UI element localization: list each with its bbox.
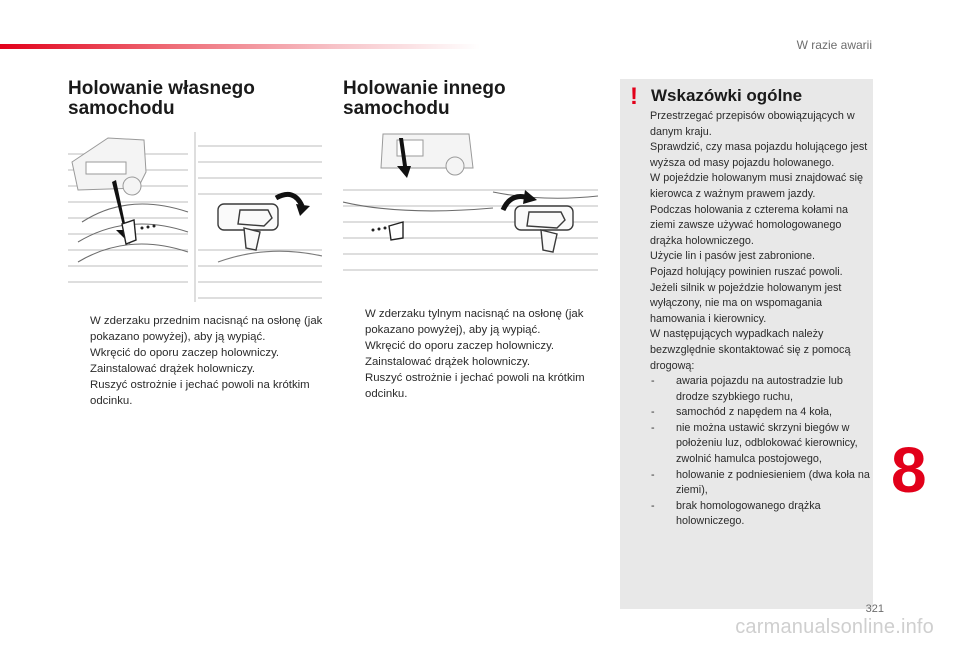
chapter-number: 8 bbox=[891, 434, 927, 506]
heading-line: Holowanie innego bbox=[343, 78, 506, 99]
warning-exclamation-icon: ! bbox=[630, 83, 638, 110]
step-text: W zderzaku przednim nacisnąć na osłonę (jak pokazano powyżej), aby ją wypiąć. bbox=[90, 315, 323, 343]
advice-dash-item: - holowanie z podniesieniem (dwa koła na ziemi), bbox=[651, 468, 870, 497]
steps-own-vehicle bbox=[68, 313, 328, 409]
list-item bbox=[68, 361, 328, 377]
advice-dash-item: - samochód z napędem na 4 koła, bbox=[651, 406, 833, 419]
panel-title: Wskazówki ogólne bbox=[651, 86, 803, 105]
step-text: Zainstalować drążek holowniczy. bbox=[365, 356, 531, 368]
advice-dash-item: - awaria pojazdu na autostradzie lub drodze szybkiego ruchu, bbox=[651, 375, 843, 403]
heading-line: Holowanie własnego bbox=[68, 78, 255, 99]
advice-line: Użycie lin i pasów jest zabronione. bbox=[650, 250, 816, 263]
steps-other-vehicle bbox=[343, 306, 593, 402]
step-text: Wkręcić do oporu zaczep holowniczy. bbox=[365, 340, 555, 352]
heading-line: samochodu bbox=[343, 98, 450, 119]
dash-text: awaria pojazdu na autostradzie lub drodze szybkiego ruchu, bbox=[676, 375, 843, 403]
dash-text: holowanie z podniesieniem (dwa koła na ziemi), bbox=[676, 468, 870, 497]
section-title: W razie awarii bbox=[796, 38, 872, 52]
rear-towing-illustration bbox=[343, 132, 598, 282]
step-text: Zainstalować drążek holowniczy. bbox=[90, 363, 256, 375]
advice-dash-item: - nie można ustawić skrzyni biegów w położeniu luz, odblokować kierownicy, zwolnić hamulca postojowego, bbox=[651, 421, 858, 466]
advice-dash-item: - brak homologowanego drążka holowniczego. bbox=[651, 499, 821, 528]
advice-line: Podczas holowania z czterema kołami na ziemi zawsze używać homologowanego drążka holowniczego. bbox=[650, 203, 849, 247]
step-text: Ruszyć ostrożnie i jechać powoli na krótkim odcinku. bbox=[90, 379, 310, 407]
advice-line: Pojazd holujący powinien ruszać powoli. bbox=[650, 265, 843, 278]
list-item bbox=[68, 345, 328, 361]
rotate-clockwise-icon bbox=[276, 194, 302, 206]
step-text: Ruszyć ostrożnie i jechać powoli na krótkim odcinku. bbox=[365, 372, 585, 400]
list-item bbox=[343, 354, 593, 370]
advice-line: Jeżeli silnik w pojeździe holowanym jest wyłączony, nie ma on wspomagania hamowania i kierownicy. bbox=[650, 281, 842, 325]
list-item bbox=[343, 338, 593, 354]
heading-other-vehicle bbox=[343, 79, 506, 119]
page-number: 321 bbox=[865, 603, 884, 615]
list-item bbox=[68, 377, 328, 409]
list-item bbox=[343, 306, 593, 338]
watermark: carmanualsonline.info bbox=[735, 616, 934, 638]
list-item bbox=[343, 370, 593, 402]
header-accent-bar bbox=[0, 44, 480, 49]
advice-line: Sprawdzić, czy masa pojazdu holującego jest wyższa od masy pojazdu holowanego. bbox=[650, 141, 868, 169]
heading-own-vehicle bbox=[68, 79, 255, 119]
dash-text: brak homologowanego drążka holowniczego. bbox=[676, 499, 821, 528]
dash-text: samochód z napędem na 4 koła, bbox=[676, 406, 833, 419]
general-advice-panel bbox=[620, 79, 873, 609]
step-text: W zderzaku tylnym nacisnąć na osłonę (jak pokazano powyżej), aby ją wypiąć. bbox=[365, 308, 584, 336]
panel-body bbox=[650, 109, 872, 530]
heading-line: samochodu bbox=[68, 98, 175, 119]
list-item bbox=[68, 313, 328, 345]
advice-line: Przestrzegać przepisów obowiązujących w danym kraju. bbox=[650, 110, 855, 138]
dash-text: nie można ustawić skrzyni biegów w położeniu luz, odblokować kierownicy, zwolnić hamulca postojowego, bbox=[676, 421, 858, 466]
advice-line: W następujących wypadkach należy bezwzględnie skontaktować się z pomocą drogową: bbox=[650, 328, 851, 372]
step-text: Wkręcić do oporu zaczep holowniczy. bbox=[90, 347, 280, 359]
front-towing-illustration bbox=[68, 132, 322, 302]
advice-line: W pojeździe holowanym musi znajdować się kierowca z ważnym prawem jazdy. bbox=[650, 172, 864, 200]
